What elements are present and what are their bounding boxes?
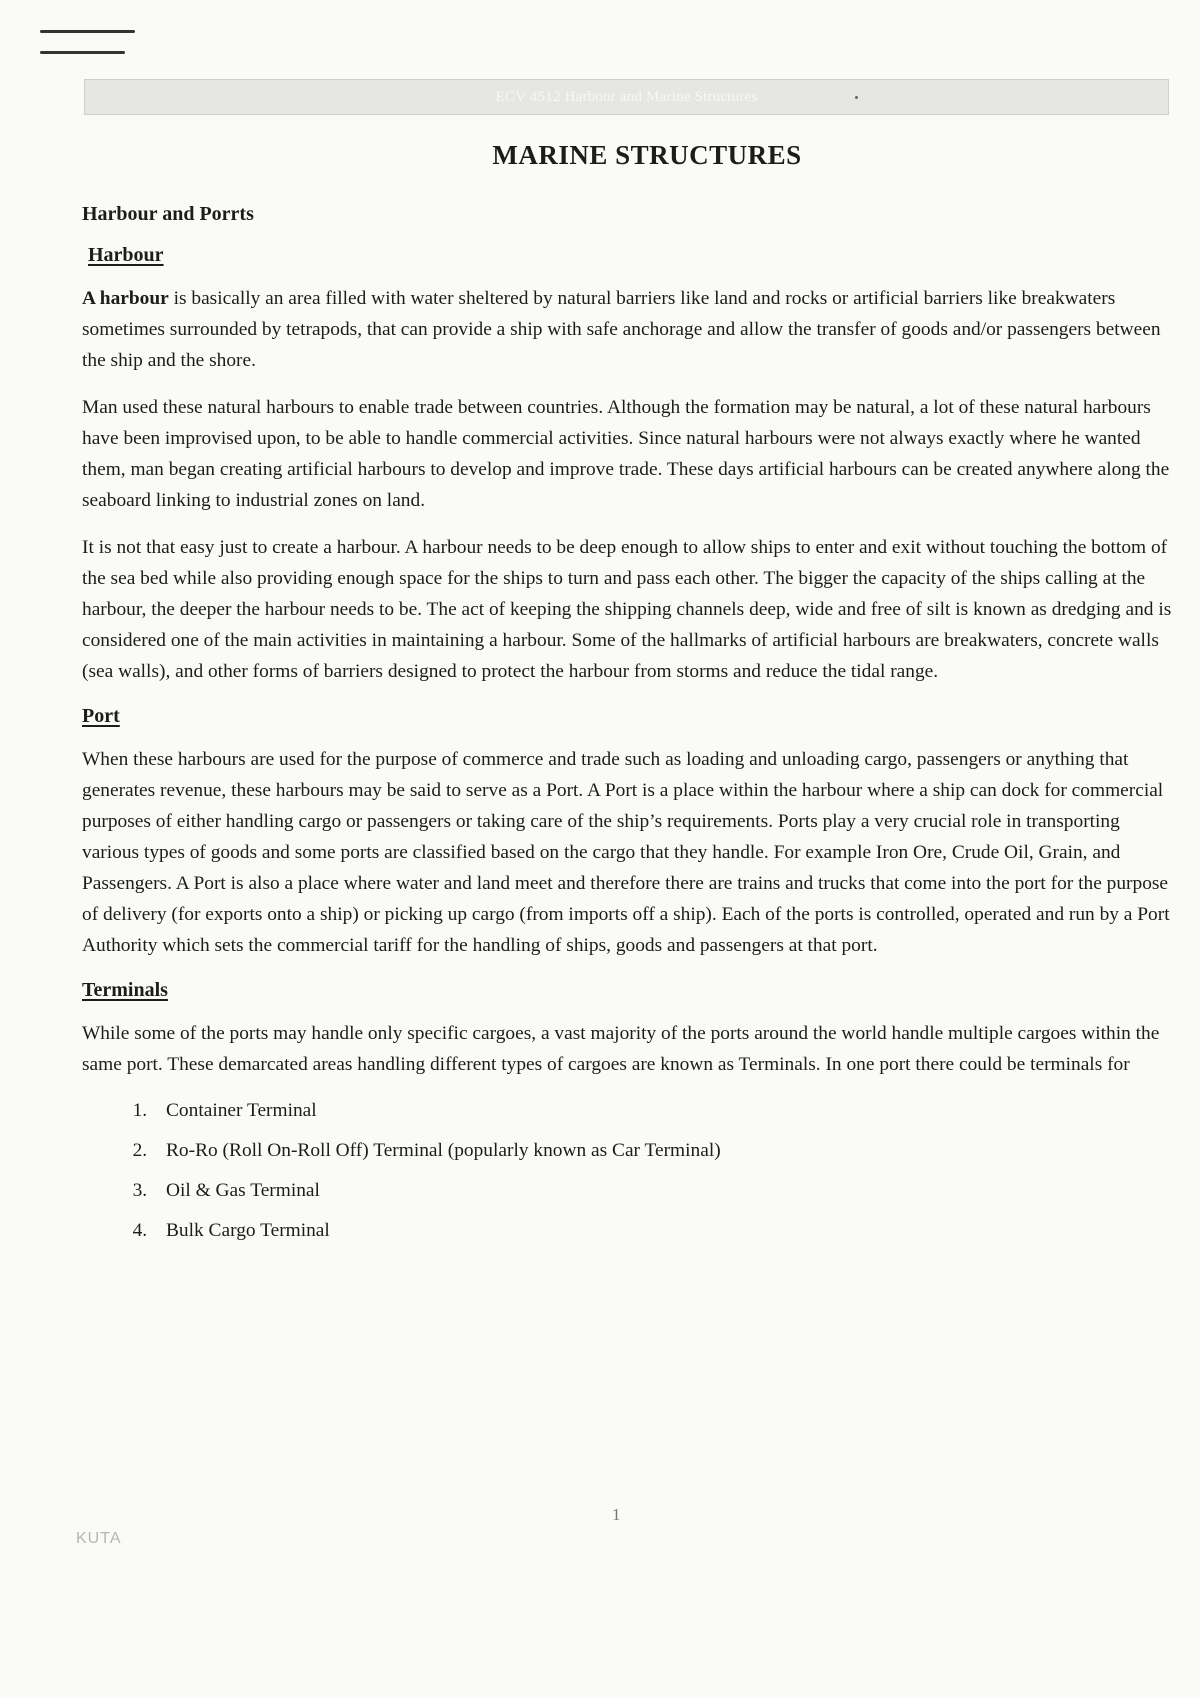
running-header-text: ECV 4512 Harbour and Marine Structures <box>495 88 758 105</box>
scan-mark <box>40 51 125 54</box>
harbour-paragraph-1 <box>82 283 1172 376</box>
harbour-definition-term: A harbour <box>82 288 169 309</box>
harbour-paragraph-3: It is not that easy just to create a harbour. A harbour needs to be deep enough to allow ships to enter and exit without touching the bottom of the sea bed while also providing enough space for the ships to turn and pass each other. The bigger the capacity of the ships calling at the harbour, the deeper the harbour needs to be. The act of keeping the shipping channels deep, wide and free of silt is known as dredging and is considered one of the main activities in maintaining a harbour. Some of the hallmarks of artificial harbours are breakwaters, concrete walls (sea walls), and other forms of barriers designed to protect the harbour from storms and reduce the tidal range. <box>82 537 1172 682</box>
scan-marks <box>40 30 135 72</box>
list-item: 2. Ro-Ro (Roll On-Roll Off) Terminal (popularly known as Car Terminal) <box>152 1140 1172 1162</box>
list-item: 1. Container Terminal <box>152 1100 1172 1122</box>
scan-mark <box>40 30 135 33</box>
document-body <box>82 140 1172 1260</box>
port-paragraph: When these harbours are used for the purpose of commerce and trade such as loading and unloading cargo, passengers or anything that generates revenue, these harbours may be said to serve as a Port. A Port is a place within the harbour where a ship can dock for commercial purposes of either handling cargo or passengers or taking care of the ship’s requirements. Ports play a very crucial role in transporting various types of goods and some ports are classified based on the cargo that they handle. For example Iron Ore, Crude Oil, Grain, and Passengers. A Port is also a place where water and land meet and therefore there are trains and trucks that come into the port for the purpose of delivery (for exports onto a ship) or picking up cargo (from imports off a ship). Each of the ports is controlled, operated and run by a Port Authority which sets the commercial tariff for the handling of ships, goods and passengers at that port. <box>82 749 1170 956</box>
terminals-paragraph: While some of the ports may handle only specific cargoes, a vast majority of the ports around the world handle multiple cargoes within the same port. These demarcated areas handling different types of cargoes are known as Terminals. In one port there could be terminals for <box>82 1023 1160 1075</box>
page-title: MARINE STRUCTURES <box>492 140 802 170</box>
harbour-paragraph-2: Man used these natural harbours to enable trade between countries. Although the formation may be natural, a lot of these natural harbours have been improvised upon, to be able to handle commercial activities. Since natural harbours were not always exactly where he wanted them, man began creating artificial harbours to develop and improve trade. These days artificial harbours can be created anywhere along the seaboard linking to industrial zones on land. <box>82 397 1170 511</box>
harbour-heading: Harbour <box>88 244 164 266</box>
terminals-heading: Terminals <box>82 979 168 1001</box>
page-number: 1 <box>612 1505 621 1524</box>
footer-stamp: KUTA <box>76 1530 122 1547</box>
running-header <box>84 79 1169 115</box>
scan-speck <box>855 96 858 99</box>
harbour-definition-text: is basically an area filled with water sheltered by natural barriers like land and rocks or artificial barriers like breakwaters sometimes surrounded by tetrapods, that can provide a ship with safe anchorage and allow the transfer of goods and/or passengers between the ship and the shore. <box>82 288 1161 371</box>
list-item: 3. Oil & Gas Terminal <box>152 1180 1172 1202</box>
list-item: 4. Bulk Cargo Terminal <box>152 1220 1172 1242</box>
terminal-list <box>82 1100 1172 1242</box>
section-heading: Harbour and Porrts <box>82 203 254 225</box>
port-heading: Port <box>82 705 120 727</box>
